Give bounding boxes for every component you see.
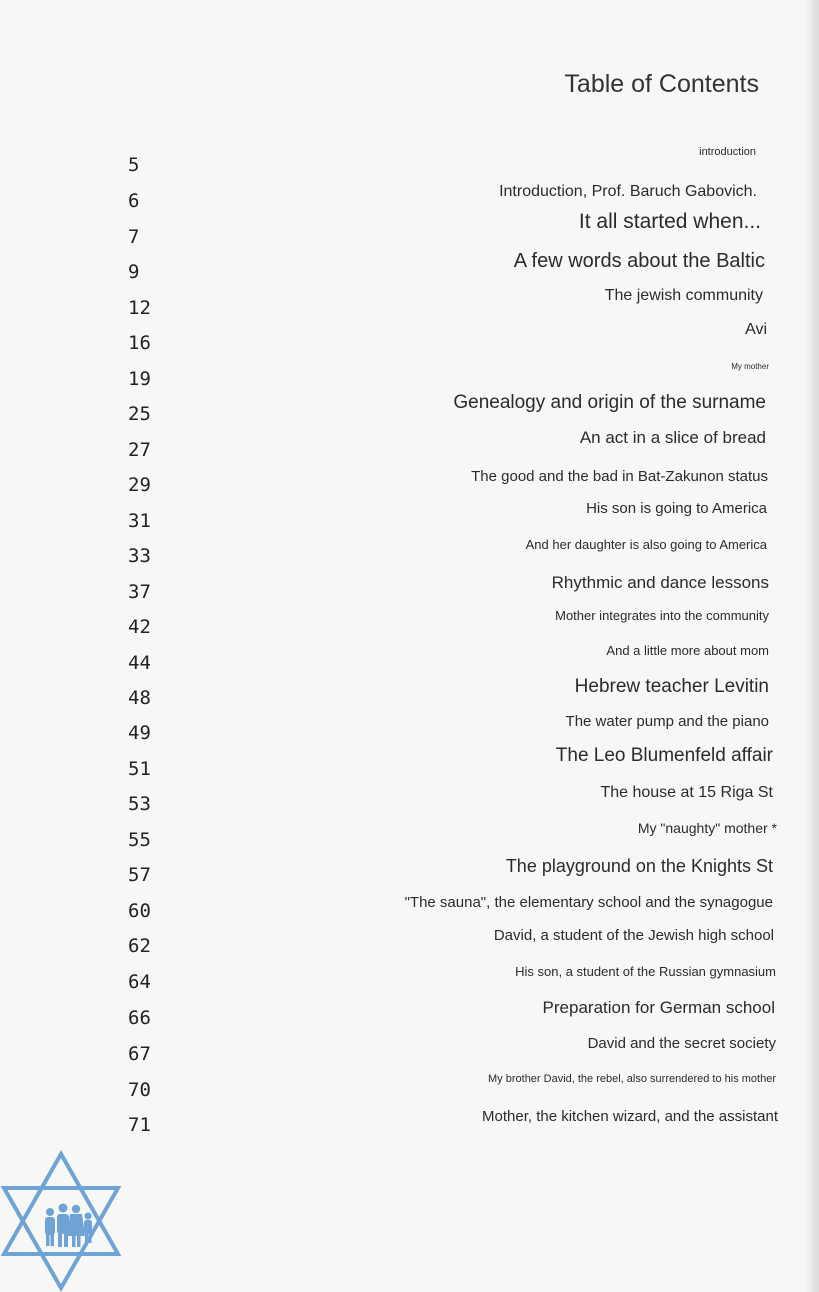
- toc-entry-his-son-a-student-of-the-russian-gymnasium: His son, a student of the Russian gymnasium: [515, 964, 776, 979]
- toc-entry-avi: Avi: [745, 321, 767, 338]
- toc-entry-my-brother-david-the-rebel-also-surrendered-to-his-mother: My brother David, the rebel, also surrendered to his mother: [488, 1073, 776, 1085]
- toc-entry-an-act-in-a-slice-of-bread: An act in a slice of bread: [579, 428, 766, 447]
- toc-entry-the-leo-blumenfeld-affair: The Leo Blumenfeld affair: [555, 745, 773, 766]
- page-number: 62: [128, 935, 151, 957]
- page-number: 16: [128, 332, 151, 354]
- toc-entry-and-her-daughter-is-also-going-to-america: And her daughter is also going to America: [525, 537, 767, 552]
- toc-entry-the-good-and-the-bad-in-bat-zakunon-status: The good and the bad in Bat-Zakunon status: [471, 468, 768, 485]
- page-number: 7: [128, 226, 140, 248]
- toc-entry-the-sauna-the-elementary-school-and-the-synagogue: "The sauna", the elementary school and the synagogue: [404, 894, 773, 911]
- star-of-david-family-icon: [0, 1150, 122, 1292]
- page-number: 60: [128, 900, 151, 922]
- page-number: 33: [128, 545, 151, 567]
- page-number: 6: [128, 190, 140, 212]
- toc-entry-david-a-student-of-the-jewish-high-school: David, a student of the Jewish high school: [493, 927, 774, 944]
- toc-entry-and-a-little-more-about-mom: And a little more about mom: [606, 643, 769, 658]
- page-title: Table of Contents: [564, 70, 759, 98]
- toc-entry-mother-the-kitchen-wizard-and-the-assistant: Mother, the kitchen wizard, and the assistant: [482, 1108, 778, 1125]
- toc-entry-the-jewish-community: The jewish community: [604, 287, 763, 304]
- page-number: 71: [128, 1114, 151, 1136]
- toc-entry-introduction: introduction: [699, 146, 756, 158]
- page-number: 49: [128, 722, 151, 744]
- page-number: 42: [128, 616, 151, 638]
- page-number: 70: [128, 1079, 151, 1101]
- toc-entry-the-water-pump-and-the-piano: The water pump and the piano: [565, 713, 769, 730]
- page-number: 27: [128, 439, 151, 461]
- toc-entry-the-playground-on-the-knights-st: The playground on the Knights St: [505, 856, 773, 876]
- page-number: 57: [128, 864, 151, 886]
- page-number: 31: [128, 510, 151, 532]
- toc-entry-hebrew-teacher-levitin: Hebrew teacher Levitin: [574, 676, 769, 697]
- page-number: 44: [128, 652, 151, 674]
- toc-entry-a-few-words-about-the-baltic: A few words about the Baltic: [513, 250, 765, 272]
- toc-entry-the-house-at-15-riga-st: The house at 15 Riga St: [600, 784, 773, 801]
- page-number: 55: [128, 829, 151, 851]
- toc-entry-my-naughty-mother: My "naughty" mother *: [637, 820, 777, 836]
- page-number: 37: [128, 581, 151, 603]
- toc-entry-my-mother: My mother: [731, 362, 769, 371]
- page-number: 53: [128, 793, 151, 815]
- page-number: 29: [128, 474, 151, 496]
- page-number: 9: [128, 261, 140, 283]
- toc-entry-it-all-started-when: It all started when...: [578, 210, 761, 233]
- toc-entry-mother-integrates-into-the-community: Mother integrates into the community: [555, 608, 769, 623]
- page-number: 19: [128, 368, 151, 390]
- page-number: 12: [128, 297, 151, 319]
- page-number: 64: [128, 971, 151, 993]
- page-number: 51: [128, 758, 151, 780]
- page-number: 66: [128, 1007, 151, 1029]
- page-number: 48: [128, 687, 151, 709]
- page-number: 25: [128, 403, 151, 425]
- toc-entry-introduction-prof-baruch-gabovich: Introduction, Prof. Baruch Gabovich.: [499, 183, 757, 200]
- toc-entry-his-son-is-going-to-america: His son is going to America: [586, 500, 767, 517]
- page-edge-shadow: [805, 0, 819, 1292]
- toc-entry-david-and-the-secret-society: David and the secret society: [587, 1035, 776, 1052]
- page-number: 67: [128, 1043, 151, 1065]
- toc-entry-rhythmic-and-dance-lessons: Rhythmic and dance lessons: [551, 573, 769, 592]
- page-number: 5: [128, 154, 140, 176]
- toc-entry-preparation-for-german-school: Preparation for German school: [542, 998, 775, 1017]
- toc-entry-genealogy-and-origin-of-the-surname: Genealogy and origin of the surname: [453, 392, 766, 413]
